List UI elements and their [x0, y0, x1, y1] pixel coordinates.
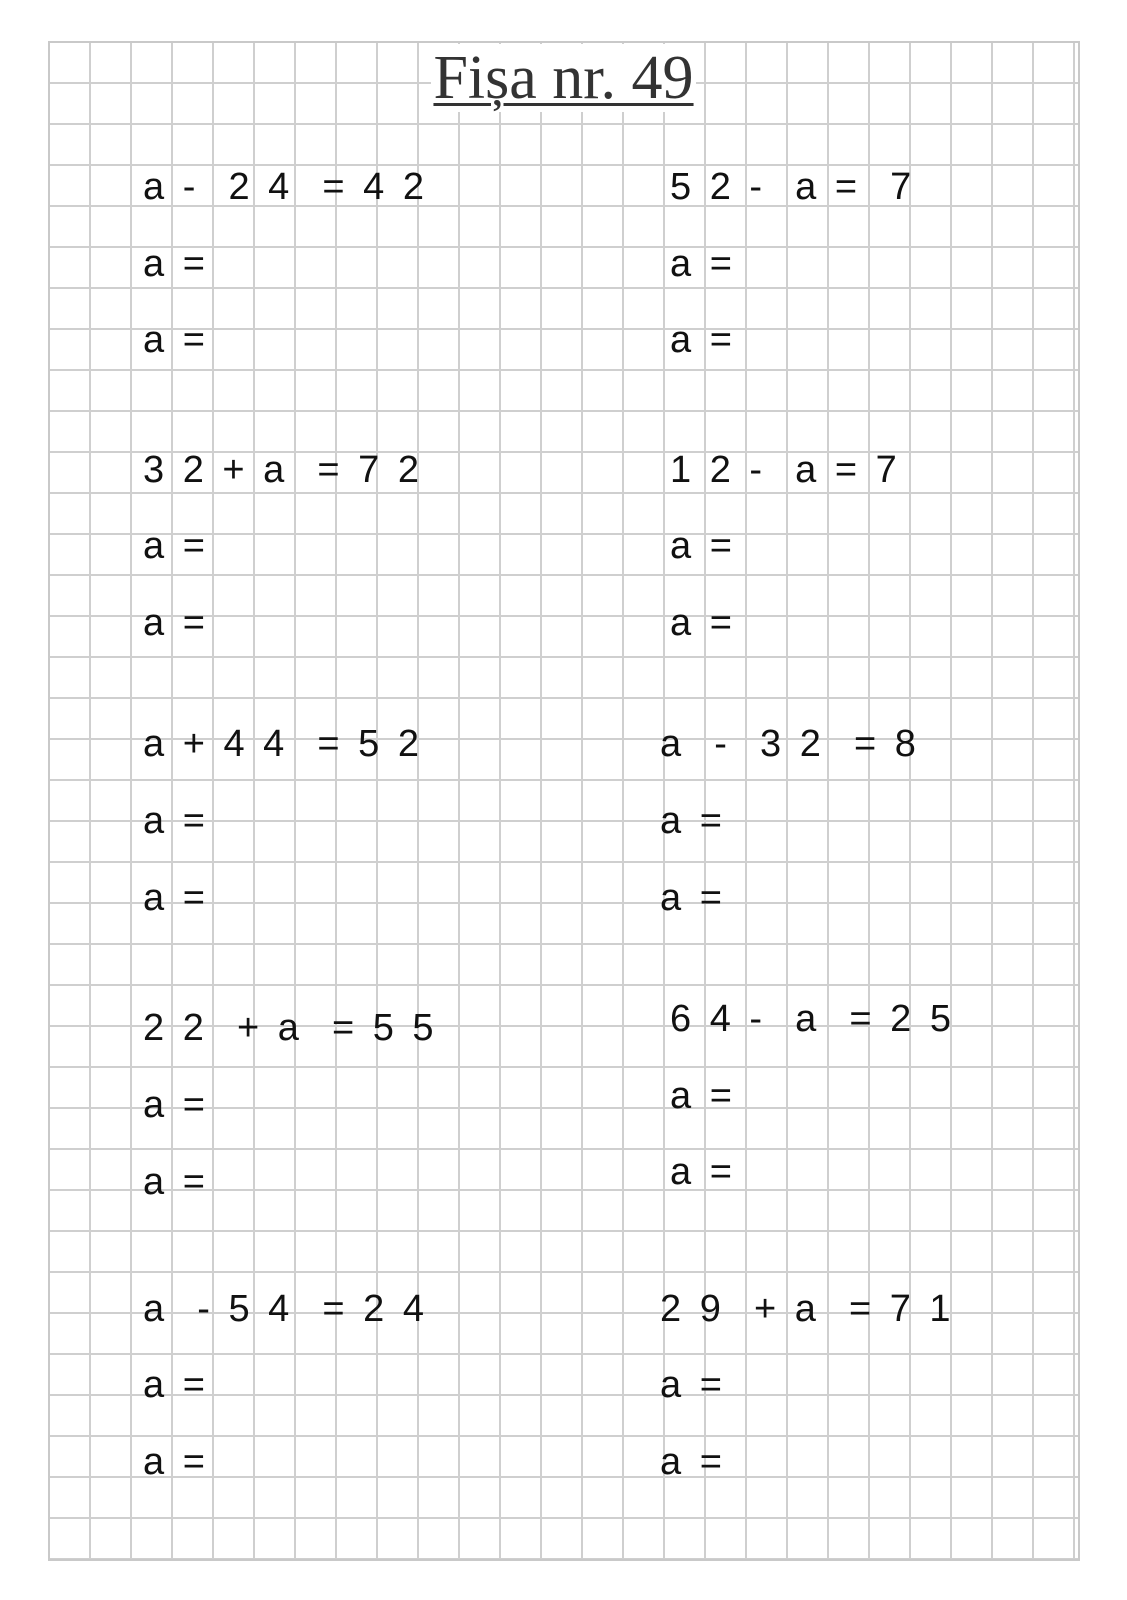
exercise-6-equation: a - 3 2 = 8 — [660, 723, 920, 765]
exercise-2-equation: 5 2 - a = 7 — [670, 166, 916, 208]
exercise-5-step-2: a = — [143, 877, 209, 919]
exercise-7-step-1: a = — [143, 1084, 209, 1126]
exercise-8-equation: 6 4 - a = 2 5 — [670, 998, 955, 1040]
exercise-3-step-1: a = — [143, 525, 209, 567]
exercise-1-equation: a - 2 4 = 4 2 — [143, 166, 428, 208]
exercise-5-step-1: a = — [143, 800, 209, 842]
exercise-9-step-1: a = — [143, 1364, 209, 1406]
title-text: Fișa nr. 49 — [433, 44, 694, 112]
exercise-2-step-1: a = — [670, 243, 736, 285]
exercise-9-equation: a - 5 4 = 2 4 — [143, 1288, 428, 1330]
exercise-4-equation: 1 2 - a = 7 — [670, 449, 901, 491]
exercise-4-step-2: a = — [670, 602, 736, 644]
exercise-4-step-1: a = — [670, 525, 736, 567]
exercise-3-equation: 3 2 + a = 7 2 — [143, 449, 423, 491]
exercise-10-step-2: a = — [660, 1441, 726, 1483]
exercise-2-step-2: a = — [670, 319, 736, 361]
exercise-5-equation: a + 4 4 = 5 2 — [143, 723, 423, 765]
exercise-8-step-2: a = — [670, 1151, 736, 1193]
exercise-10-equation: 2 9 + a = 7 1 — [660, 1288, 955, 1330]
exercise-1-step-2: a = — [143, 319, 209, 361]
exercise-7-equation: 2 2 + a = 5 5 — [143, 1007, 438, 1049]
exercise-10-step-1: a = — [660, 1364, 726, 1406]
exercise-7-step-2: a = — [143, 1161, 209, 1203]
exercise-3-step-2: a = — [143, 602, 209, 644]
exercise-1-step-1: a = — [143, 243, 209, 285]
exercise-8-step-1: a = — [670, 1075, 736, 1117]
exercise-6-step-2: a = — [660, 877, 726, 919]
worksheet-title — [0, 42, 1127, 114]
exercise-6-step-1: a = — [660, 800, 726, 842]
exercise-9-step-2: a = — [143, 1441, 209, 1483]
